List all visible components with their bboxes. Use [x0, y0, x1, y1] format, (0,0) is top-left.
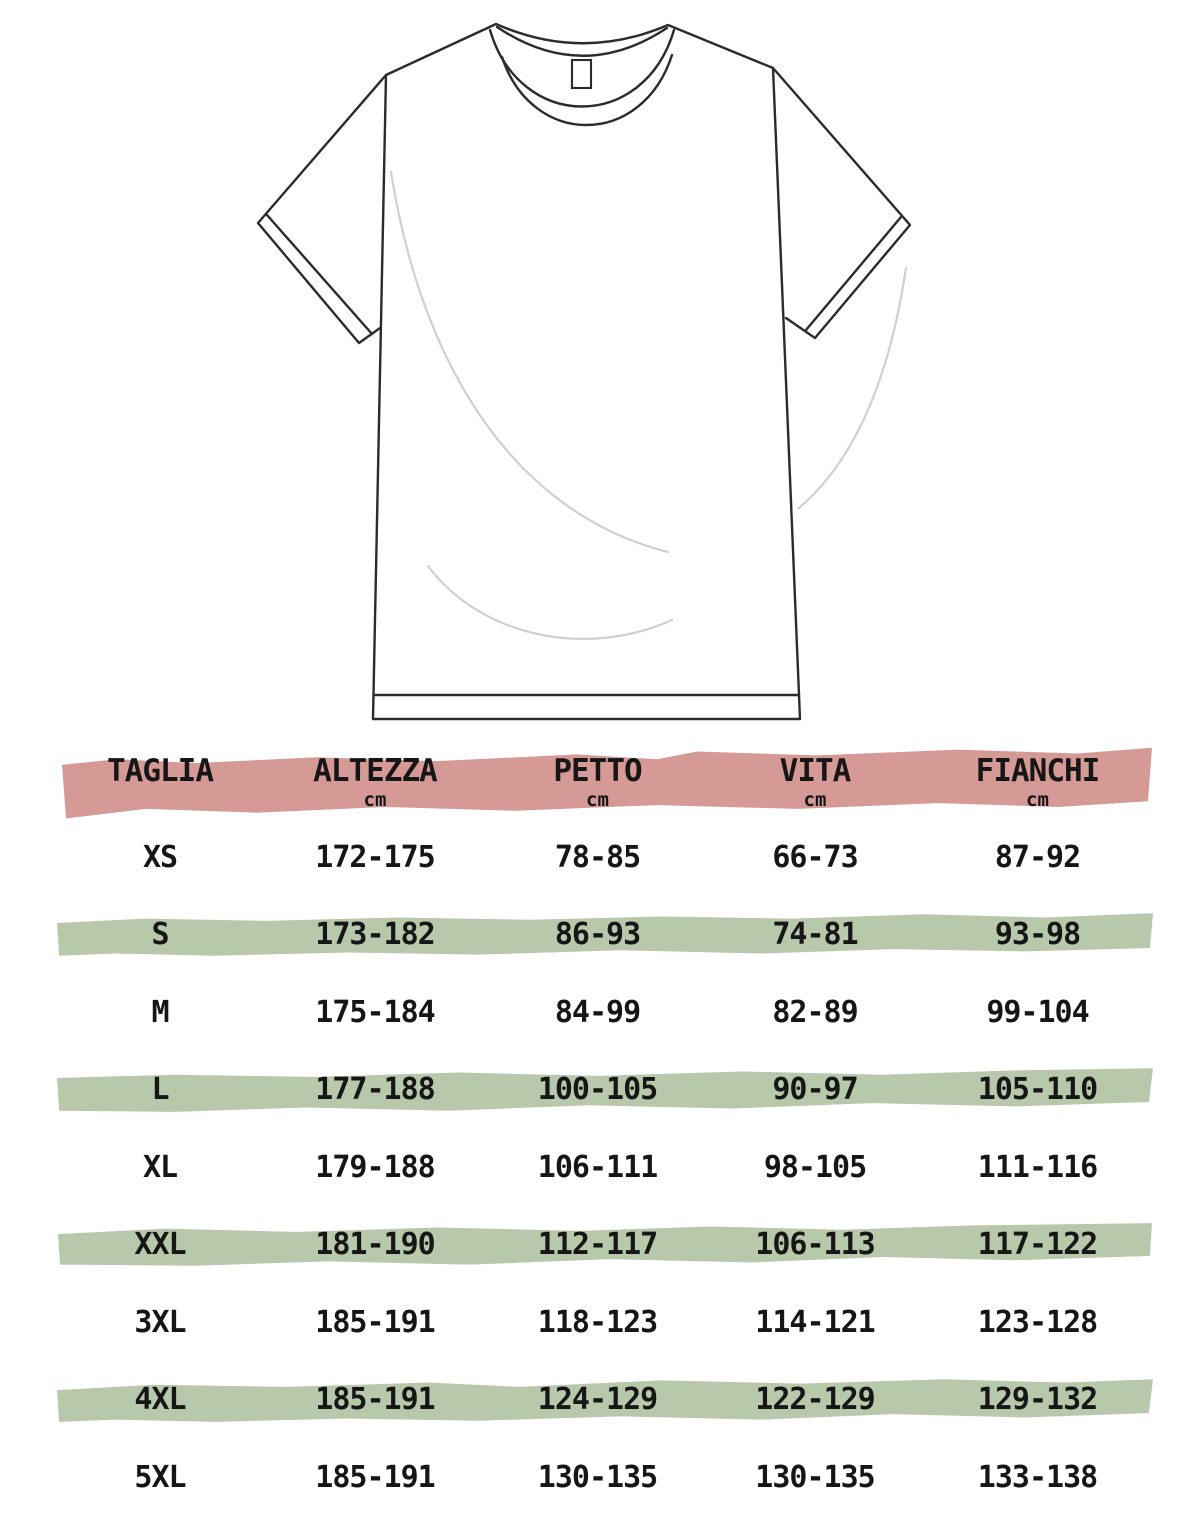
row-cells [60, 819, 1150, 897]
fianchi-value: 87-92 [994, 840, 1081, 875]
neck-label-tag [572, 60, 591, 88]
size-label: M [151, 995, 169, 1030]
column-unit: cm [1026, 789, 1049, 811]
fianchi-value: 93-98 [994, 917, 1081, 952]
fianchi-value: 111-116 [977, 1150, 1098, 1185]
size-label: L [151, 1072, 169, 1107]
size-label: XL [142, 1150, 178, 1185]
altezza-value: 185-191 [315, 1305, 435, 1340]
table-row-3xl [60, 1284, 1150, 1362]
petto-value: 86-93 [554, 917, 641, 952]
petto-value: 78-85 [554, 840, 641, 875]
petto-value: 112-117 [537, 1227, 658, 1262]
altezza-value: 177-188 [315, 1072, 435, 1107]
column-label: TAGLIA [107, 753, 213, 789]
size-label: XS [142, 840, 178, 875]
vita-value: 66-73 [772, 840, 858, 875]
vita-value: 130-135 [755, 1460, 875, 1495]
column-unit: cm [586, 789, 609, 811]
altezza-value: 181-190 [315, 1227, 435, 1262]
altezza-value: 185-191 [315, 1382, 435, 1417]
column-label: VITA [779, 753, 851, 789]
fianchi-value: 105-110 [977, 1072, 1098, 1107]
table-row-xl [60, 1129, 1150, 1207]
altezza-value: 173-182 [315, 917, 435, 952]
size-label: 3XL [134, 1305, 186, 1340]
vita-value: 114-121 [755, 1305, 875, 1340]
tshirt-illustration [0, 0, 1200, 745]
row-cells [60, 1439, 1150, 1517]
altezza-value: 172-175 [315, 840, 435, 875]
column-label: ALTEZZA [313, 753, 437, 789]
column-label: PETTO [553, 753, 642, 789]
fianchi-value: 129-132 [977, 1382, 1098, 1417]
row-cells [60, 1051, 1150, 1129]
table-row-l [60, 1051, 1150, 1129]
vita-value: 106-113 [755, 1227, 875, 1262]
fianchi-value: 117-122 [977, 1227, 1098, 1262]
row-cells [60, 974, 1150, 1052]
tshirt-body-outline [373, 24, 800, 719]
fianchi-value: 133-138 [977, 1460, 1098, 1495]
size-label: 4XL [134, 1382, 186, 1417]
size-label: S [151, 917, 169, 952]
table-row-5xl [60, 1439, 1150, 1517]
column-unit: cm [803, 789, 827, 811]
column-label: FIANCHI [975, 753, 1100, 789]
petto-value: 100-105 [537, 1072, 658, 1107]
table-row-m [60, 974, 1150, 1052]
vita-value: 82-89 [772, 995, 858, 1030]
column-unit: cm [363, 789, 387, 811]
fianchi-value: 123-128 [977, 1305, 1098, 1340]
petto-value: 124-129 [537, 1382, 658, 1417]
vita-value: 90-97 [772, 1072, 858, 1107]
petto-value: 130-135 [537, 1460, 658, 1495]
row-cells [60, 896, 1150, 974]
row-cells [60, 1361, 1150, 1439]
table-row-xxl [60, 1206, 1150, 1284]
column-unit [60, 790, 260, 811]
row-cells [60, 1129, 1150, 1207]
vita-value: 122-129 [755, 1382, 875, 1417]
table-row-s [60, 896, 1150, 974]
altezza-value: 185-191 [315, 1460, 435, 1495]
table-row-xs [60, 819, 1150, 897]
fianchi-value: 99-104 [986, 995, 1089, 1030]
row-cells [60, 1206, 1150, 1284]
size-label: XXL [134, 1227, 186, 1262]
vita-value: 74-81 [772, 917, 858, 952]
altezza-value: 179-188 [315, 1150, 435, 1185]
petto-value: 106-111 [537, 1150, 658, 1185]
size-label: 5XL [134, 1460, 186, 1495]
table-row-4xl [60, 1361, 1150, 1439]
vita-value: 98-105 [763, 1150, 867, 1185]
row-cells [60, 1284, 1150, 1362]
petto-value: 84-99 [554, 995, 641, 1030]
altezza-value: 175-184 [315, 995, 435, 1030]
petto-value: 118-123 [537, 1305, 658, 1340]
